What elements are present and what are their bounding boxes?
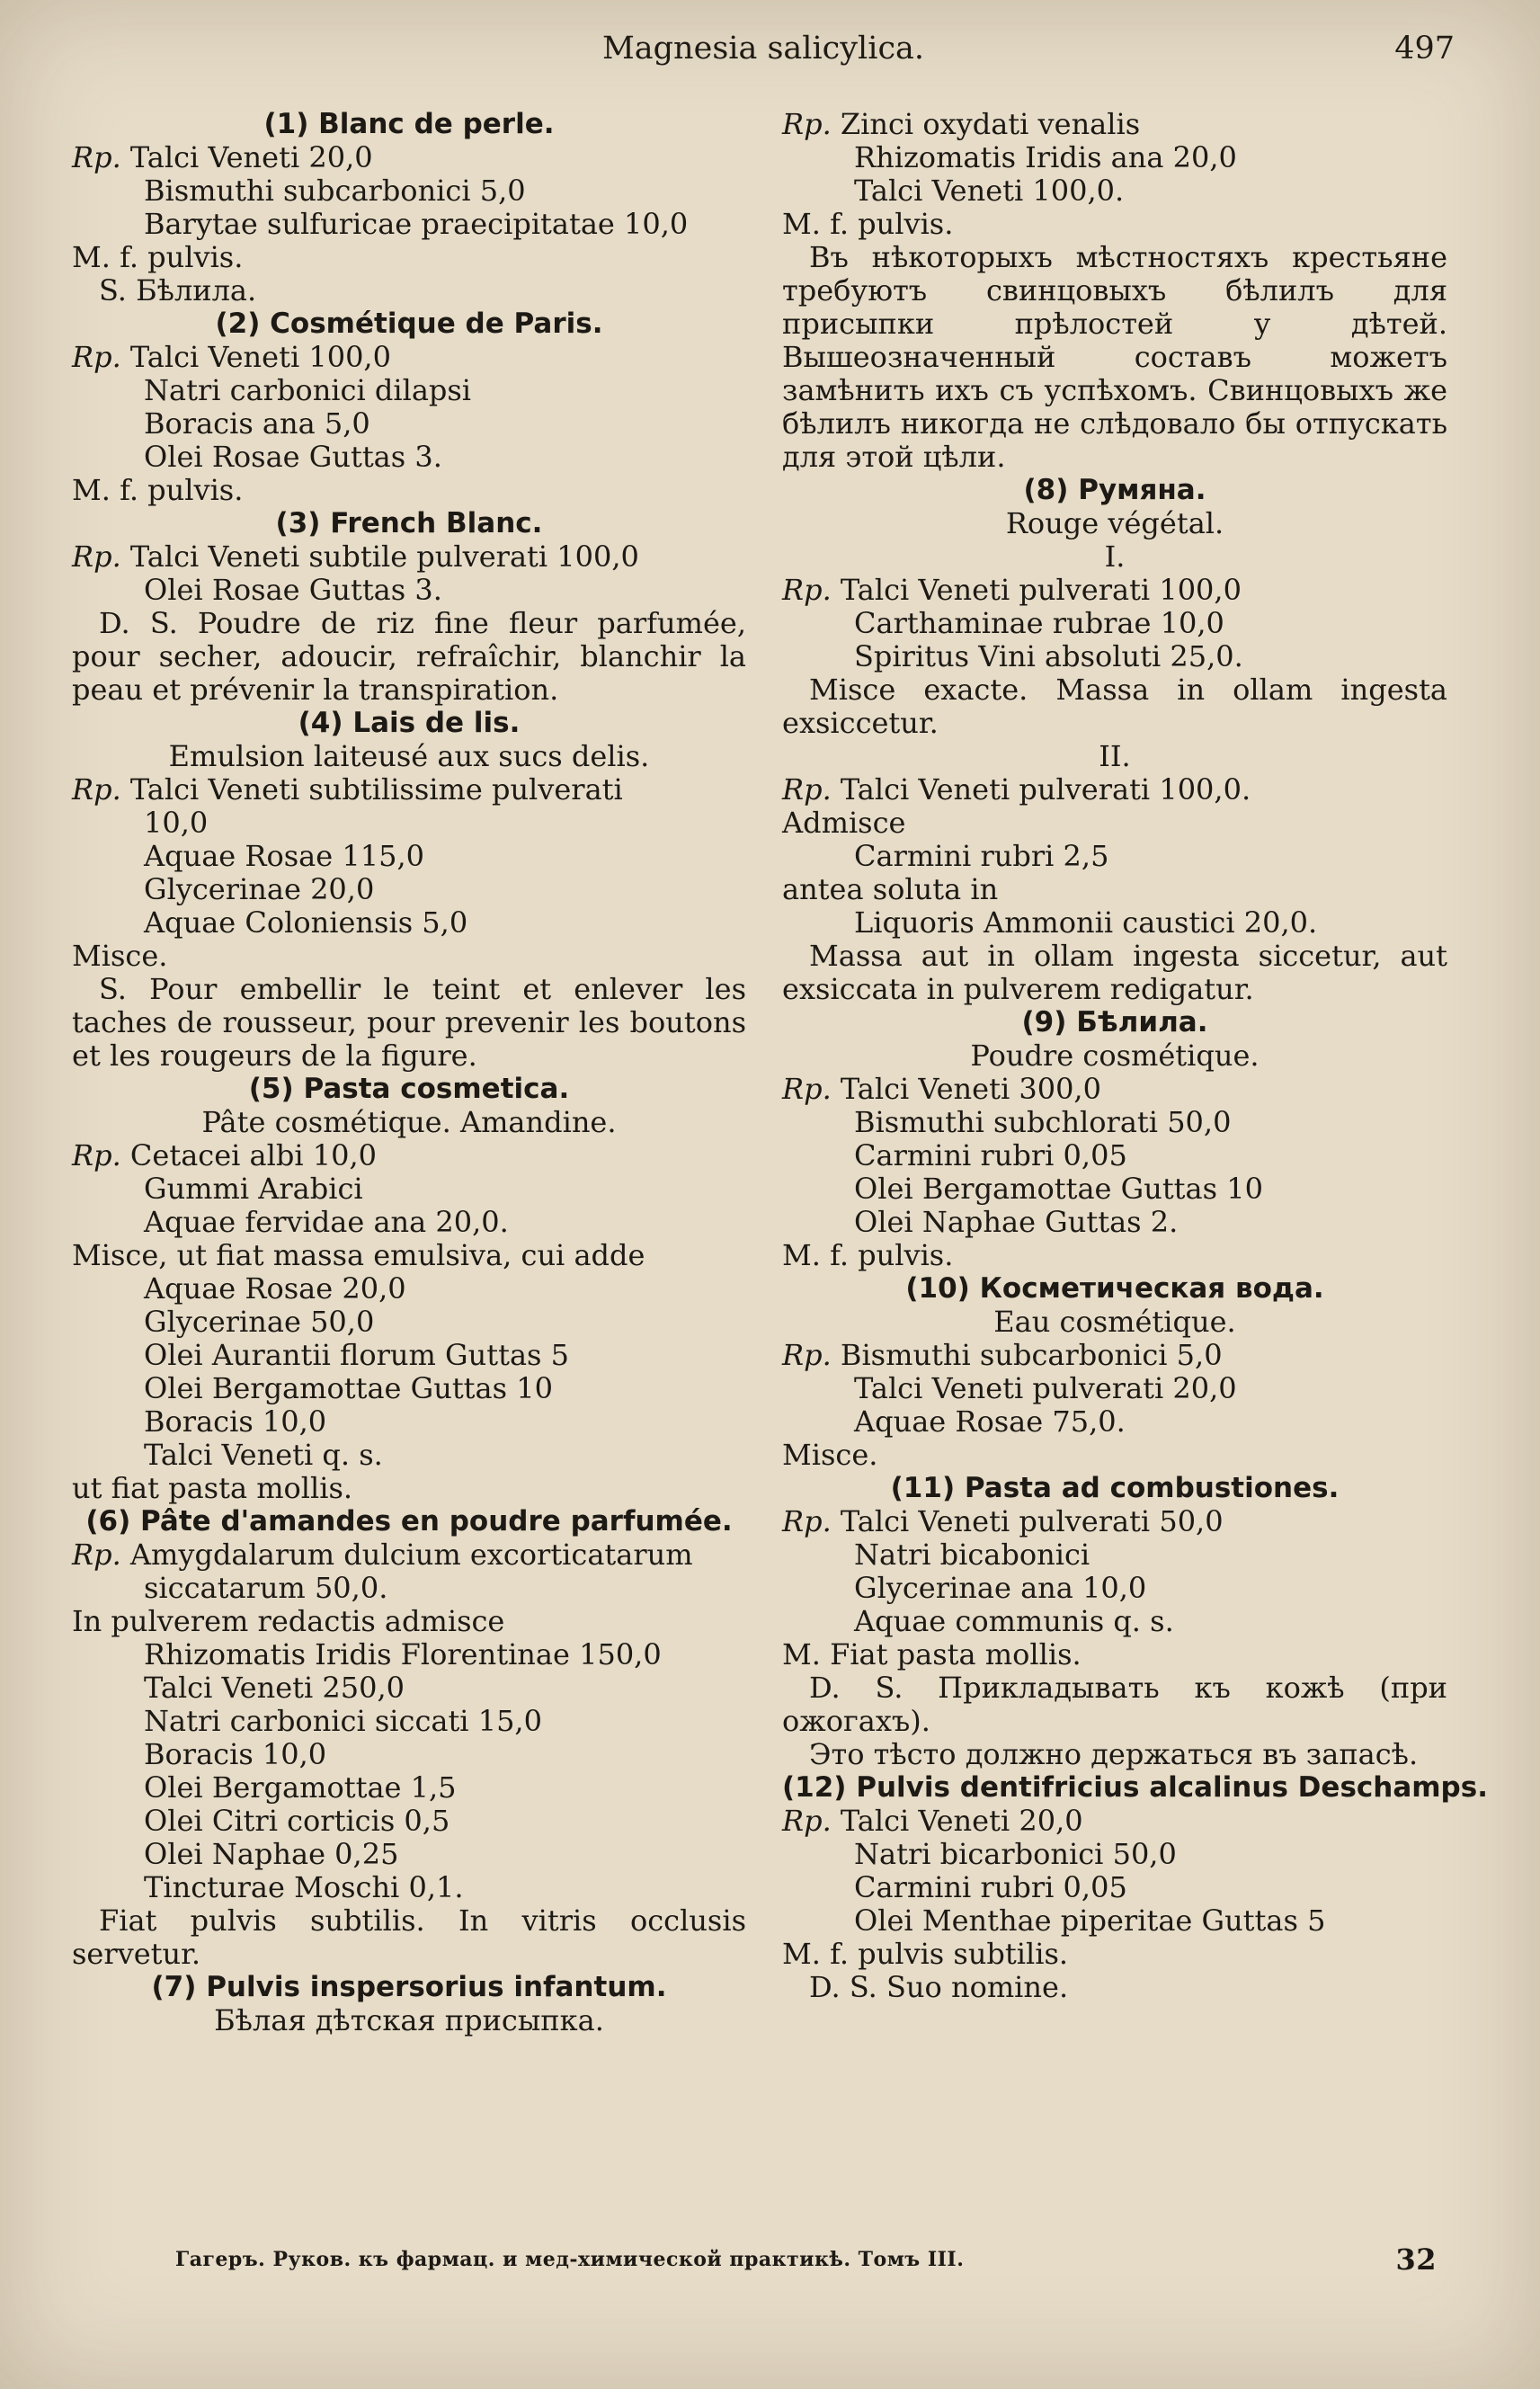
prescription-line [782, 1805, 1447, 1838]
rp-label: Rp. [782, 1338, 832, 1372]
ingredient-line: Olei Bergamottae Guttas 10 [144, 1371, 553, 1405]
ingredient-line: Natri carbonici siccati 15,0 [144, 1704, 542, 1738]
ingredient-line: Natri carbonici dilapsi [144, 373, 472, 407]
prescription-line [72, 1139, 746, 1172]
recipe-subtitle: I. [1104, 539, 1126, 574]
ingredient-line: Olei Naphae 0,25 [144, 1837, 399, 1871]
text-line: antea soluta in [782, 872, 999, 906]
text-line: ut fiat pasta mollis. [72, 1471, 353, 1505]
ingredient-line: Liquoris Ammonii caustici 20,0. [854, 905, 1318, 940]
ingredient-line: Olei Bergamottae 1,5 [144, 1770, 457, 1805]
ingredient-line: Aquae Rosae 75,0. [854, 1404, 1126, 1439]
text-line: Admisce [782, 806, 906, 840]
ingredient-line: Bismuthi subcarbonici 5,0 [144, 174, 526, 208]
prescription-line [72, 1538, 746, 1572]
recipe-subtitle: Emulsion laiteusé aux sucs delis. [168, 739, 650, 773]
ingredient-line: Rhizomatis Iridis Florentinae 150,0 [144, 1637, 662, 1671]
rp-label: Rp. [72, 340, 121, 374]
ingredient-line: Olei Menthae piperitae Guttas 5 [854, 1903, 1326, 1938]
text-line: M. f. pulvis. [782, 1238, 954, 1272]
ingredient-line: Olei Rosae Guttas 3. [144, 573, 442, 607]
recipe-heading: (12) Pulvis dentifricius alcalinus Deschamps. [782, 1771, 1488, 1804]
rp-label: Rp. [782, 772, 832, 807]
ingredient-line: Boracis 10,0 [144, 1404, 327, 1439]
prescription-line [72, 141, 746, 174]
ingredient-line: Aquae fervidae ana 20,0. [144, 1205, 509, 1239]
rp-label: Rp. [72, 1138, 121, 1172]
ingredient-text: Talci Veneti pulverati 50,0 [840, 1504, 1224, 1538]
recipe-heading: (5) Pasta cosmetica. [248, 1073, 570, 1105]
recipe-heading: (6) Pâte d'amandes en poudre parfumée. [85, 1505, 733, 1538]
rp-label: Rp. [782, 107, 832, 141]
recipe-heading: (1) Blanc de perle. [263, 108, 555, 140]
ingredient-line: Glycerinae ana 10,0 [854, 1571, 1147, 1605]
paragraph: Это тѣсто должно держаться въ запасѣ. [809, 1737, 1419, 1771]
rp-label: Rp. [72, 1538, 121, 1572]
ingredient-line: Olei Citri corticis 0,5 [144, 1804, 450, 1838]
ingredient-line: Bismuthi subchlorati 50,0 [854, 1105, 1232, 1139]
prescription-line [782, 1505, 1447, 1538]
page-footer [175, 2242, 1437, 2284]
recipe-subtitle: Eau cosmétique. [993, 1305, 1236, 1339]
ingredient-text: Talci Veneti pulverati 100,0. [840, 772, 1251, 807]
footer-citation: Гагеръ. Руков. къ фармац. и мед-химической практикѣ. Томъ III. [175, 2248, 965, 2271]
running-title: Magnesia salicylica. [601, 31, 925, 67]
rp-label: Rp. [72, 140, 121, 174]
paragraph: S. Pour embellir le teint et enlever les taches de rousseur, pour prevenir les boutons et les rougeurs de la figure. [72, 972, 746, 1073]
paragraph: Massa aut in ollam ingesta siccetur, aut exsiccata in pulverem redigatur. [782, 939, 1447, 1006]
paragraph: D. S. Прикладывать къ кожѣ (при ожогахъ). [782, 1671, 1447, 1738]
ingredient-text: Talci Veneti 300,0 [840, 1072, 1101, 1106]
text-line: M. Fiat pasta mollis. [782, 1637, 1082, 1671]
ingredient-line: Olei Rosae Guttas 3. [144, 440, 442, 474]
recipe-subtitle: Poudre cosmétique. [970, 1039, 1260, 1073]
recipe-heading: (4) Lais de lis. [298, 707, 521, 739]
rp-label: Rp. [72, 772, 121, 807]
text-line: Misce. [782, 1438, 878, 1472]
ingredient-line: 10,0 [144, 806, 209, 840]
paragraph: Misce exacte. Massa in ollam ingesta exsiccetur. [782, 673, 1447, 740]
paragraph: Fiat pulvis subtilis. In vitris occlusis servetur. [72, 1903, 746, 1971]
recipe-heading: (10) Косметическая вода. [905, 1272, 1324, 1305]
rp-label: Rp. [782, 573, 832, 607]
paragraph: D. S. Poudre de riz fine fleur parfumée, pour secher, adoucir, refraîchir, blanchir la peau et prévenir la transpiration. [72, 606, 746, 707]
recipe-subtitle: II. [1099, 739, 1131, 773]
page-header [72, 31, 1455, 76]
ingredient-line: Talci Veneti pulverati 20,0 [854, 1371, 1237, 1405]
text-line: M. f. pulvis. [72, 473, 244, 507]
ingredient-text: Cetacei albi 10,0 [129, 1138, 377, 1172]
ingredient-line: Olei Bergamottae Guttas 10 [854, 1172, 1263, 1206]
text-line: M. f. pulvis. [72, 240, 244, 274]
page-number: 497 [1394, 31, 1455, 67]
signature-number: 32 [1395, 2242, 1437, 2277]
ingredient-line: Aquae Rosae 115,0 [144, 839, 424, 873]
ingredient-line: Natri bicabonici [854, 1538, 1090, 1572]
prescription-line [782, 773, 1447, 807]
ingredient-line: Glycerinae 50,0 [144, 1305, 375, 1339]
ingredient-text: Talci Veneti pulverati 100,0 [840, 573, 1242, 607]
prescription-line [782, 574, 1447, 607]
right-column [782, 107, 1488, 2004]
ingredient-line: Aquae Coloniensis 5,0 [144, 905, 468, 940]
rp-label: Rp. [782, 1804, 832, 1838]
ingredient-text: Talci Veneti subtilissime pulverati [129, 772, 623, 807]
rp-label: Rp. [782, 1072, 832, 1106]
text-line: Misce, ut fiat massa emulsiva, cui adde [72, 1238, 645, 1272]
ingredient-line: Boracis ana 5,0 [144, 406, 370, 441]
ingredient-text: Bismuthi subcarbonici 5,0 [840, 1338, 1223, 1372]
ingredient-line: Rhizomatis Iridis ana 20,0 [854, 140, 1237, 174]
ingredient-line: Talci Veneti 100,0. [854, 174, 1125, 208]
ingredient-line: Carmini rubri 0,05 [854, 1870, 1127, 1904]
text-line: M. f. pulvis. [782, 207, 954, 241]
recipe-subtitle: Бѣлая дѣтская присыпка. [214, 2003, 604, 2037]
ingredient-line: siccatarum 50,0. [144, 1571, 388, 1605]
ingredient-text: Amygdalarum dulcium excorticatarum [129, 1538, 693, 1572]
ingredient-text: Talci Veneti subtile pulverati 100,0 [129, 539, 639, 574]
rp-label: Rp. [782, 1504, 832, 1538]
ingredient-text: Talci Veneti 20,0 [840, 1804, 1083, 1838]
paragraph: Въ нѣкоторыхъ мѣстностяхъ крестьяне требуютъ свинцовыхъ бѣлилъ для присыпки прѣлостей у дѣтей. Вышеозначенный составъ можетъ замѣнить ихъ съ успѣхомъ. Свинцовыхъ же бѣлилъ никогда не слѣдовало бы отпускать для этой цѣли. [782, 240, 1447, 474]
recipe-subtitle: Pâte cosmétique. Amandine. [201, 1105, 617, 1139]
prescription-line [782, 1073, 1447, 1106]
ingredient-text: Talci Veneti 100,0 [129, 340, 391, 374]
ingredient-line: Spiritus Vini absoluti 25,0. [854, 639, 1243, 673]
recipe-heading: (3) French Blanc. [275, 507, 543, 539]
recipe-heading: (7) Pulvis inspersorius infantum. [151, 1971, 667, 2003]
ingredient-line: Carmini rubri 2,5 [854, 839, 1109, 873]
prescription-line [72, 540, 746, 574]
ingredient-line: Olei Naphae Guttas 2. [854, 1205, 1179, 1239]
text-line: Misce. [72, 939, 168, 973]
prescription-line [72, 341, 746, 374]
signa-line: D. S. Suo nomine. [809, 1970, 1069, 2004]
signa-line: S. Бѣлила. [99, 273, 257, 308]
ingredient-line: Aquae Rosae 20,0 [144, 1271, 406, 1306]
text-line: M. f. pulvis subtilis. [782, 1937, 1069, 1971]
ingredient-line: Talci Veneti q. s. [144, 1438, 383, 1472]
recipe-heading: (11) Pasta ad combustiones. [890, 1472, 1340, 1504]
ingredient-line: Carthaminae rubrae 10,0 [854, 606, 1224, 640]
ingredient-line: Carmini rubri 0,05 [854, 1138, 1127, 1172]
prescription-line [72, 773, 746, 807]
ingredient-text: Talci Veneti 20,0 [129, 140, 373, 174]
recipe-heading: (9) Бѣлила. [1021, 1006, 1208, 1039]
ingredient-line: Barytae sulfuricae praecipitatae 10,0 [144, 207, 689, 241]
prescription-line [782, 1339, 1447, 1372]
ingredient-line: Glycerinae 20,0 [144, 872, 375, 906]
ingredient-line: Tincturae Moschi 0,1. [144, 1870, 464, 1904]
ingredient-line: Gummi Arabici [144, 1172, 363, 1206]
ingredient-line: Olei Aurantii florum Guttas 5 [144, 1338, 569, 1372]
ingredient-text: Zinci oxydati venalis [840, 107, 1141, 141]
rp-label: Rp. [72, 539, 121, 574]
ingredient-line: Talci Veneti 250,0 [144, 1671, 405, 1705]
left-column [72, 108, 746, 2037]
recipe-subtitle: Rouge végétal. [1005, 506, 1224, 540]
prescription-line [782, 108, 1447, 141]
ingredient-line: Aquae communis q. s. [854, 1604, 1174, 1638]
recipe-heading: (8) Румяна. [1023, 474, 1206, 506]
recipe-heading: (2) Cosmétique de Paris. [215, 308, 603, 340]
text-line: In pulverem redactis admisce [72, 1604, 505, 1638]
ingredient-line: Natri bicarbonici 50,0 [854, 1837, 1177, 1871]
ingredient-line: Boracis 10,0 [144, 1737, 327, 1771]
